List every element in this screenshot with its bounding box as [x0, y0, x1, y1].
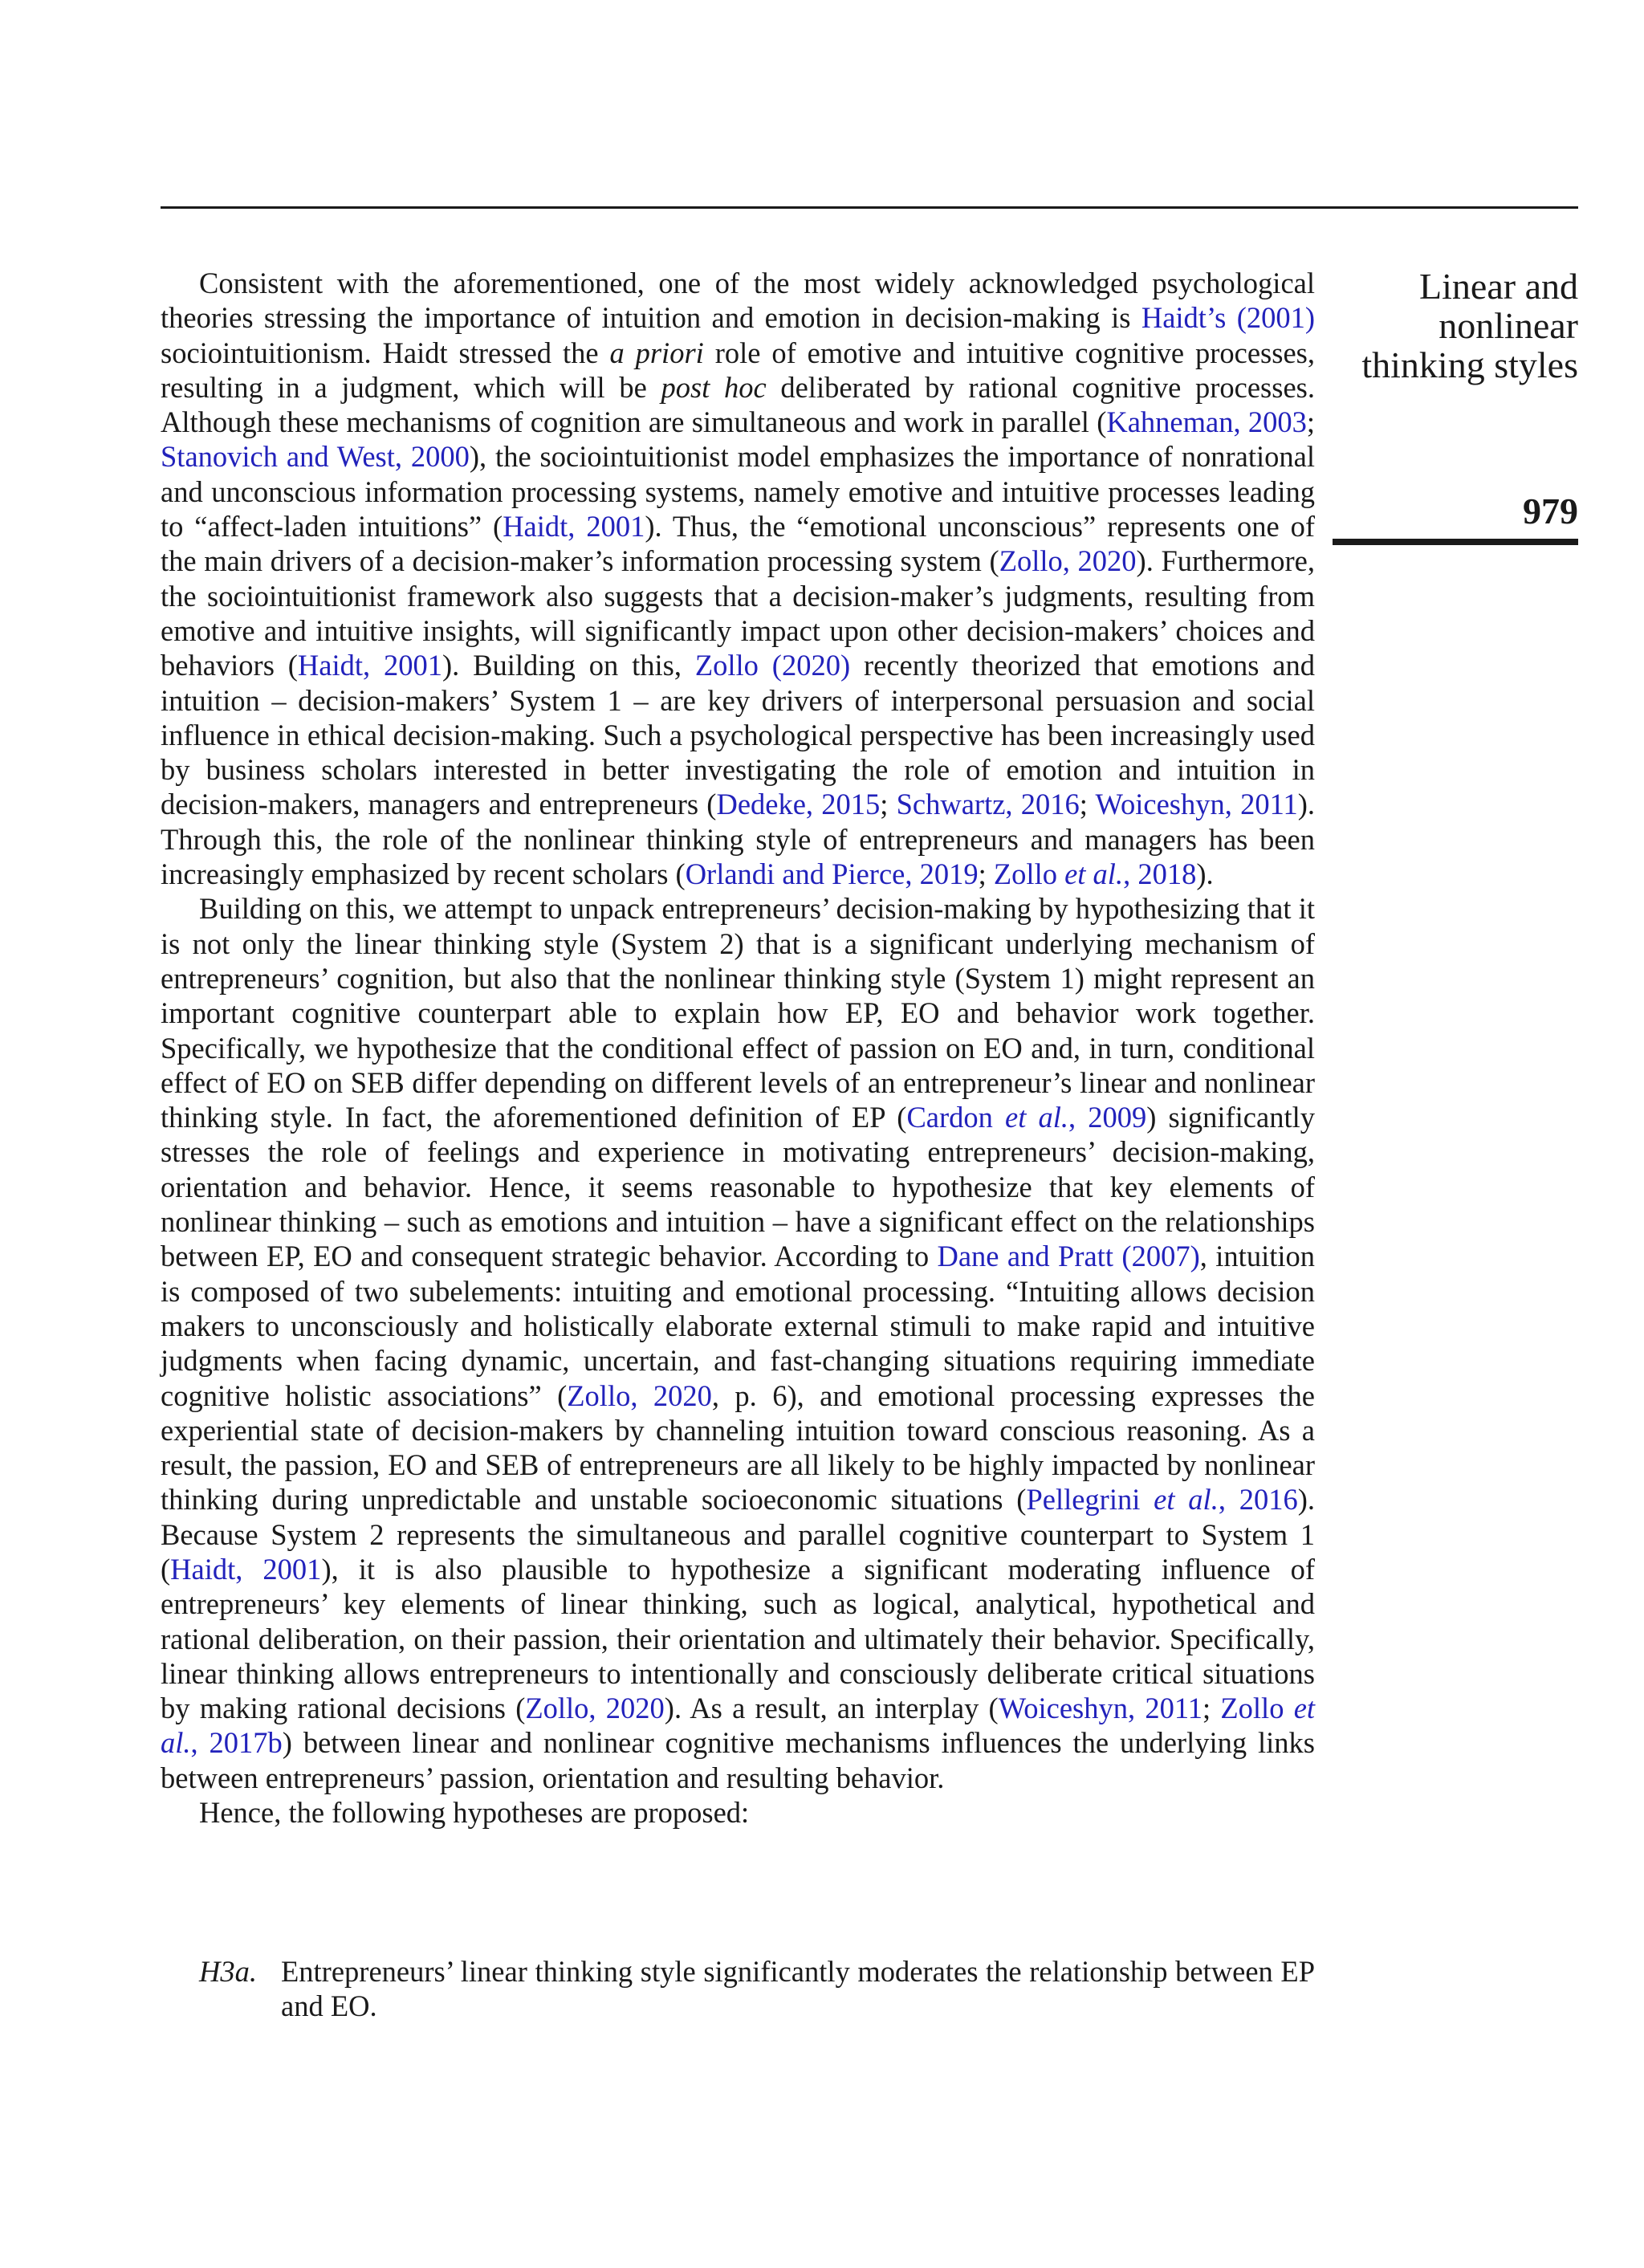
- emphasis: post hoc: [661, 370, 767, 404]
- text: Building on this, we attempt to unpack entrepreneurs’ decision-making by hypothesizing that it is not only the linear thinking style (System 2) that is a significant underlying mechanism of entrepreneurs’ cognition, but also that the nonlinear thinking style (System 1) might represent an important cognitive counterpart able to explain how EP, EO and behavior work together. Specifically, we hypothesize that the conditional effect of passion on EO and, in turn, conditional effect of EO on SEB differ depending on different levels of an entrepreneur’s linear and nonlinear thinking style. In fact, the aforementioned definition of EP (: [161, 892, 1315, 1134]
- citation-year: , 2018: [1123, 857, 1197, 891]
- citation-link[interactable]: Woiceshyn, 2011: [998, 1692, 1202, 1725]
- text: ). As a result, an interplay (: [664, 1692, 999, 1725]
- running-title: [1316, 267, 1578, 385]
- page-number: 979: [1523, 491, 1578, 531]
- emphasis: a priori: [609, 336, 704, 369]
- page-number-rule: [1333, 539, 1578, 545]
- citation-year: , 2016: [1218, 1483, 1298, 1517]
- citation-link[interactable]: Haidt’s (2001): [1141, 301, 1315, 335]
- text: ). Thus, the “emotional unconscious” represents one of the main drivers of a decision-maker’s information processing system (: [161, 510, 1315, 578]
- text: ). Because System 2 represents the simultaneous and parallel cognitive counterpart to System 1 (: [161, 1483, 1316, 1586]
- citation-link[interactable]: Zollo, 2020: [999, 544, 1137, 578]
- citation-author: Cardon: [906, 1101, 1006, 1134]
- body-text: [161, 266, 1315, 1830]
- citation-link[interactable]: Schwartz, 2016: [896, 788, 1080, 821]
- header-rule: [161, 206, 1578, 209]
- citation-link[interactable]: Zollo, 2020: [525, 1692, 665, 1725]
- citation-link[interactable]: Zollo, 2020: [567, 1378, 712, 1412]
- hypothesis-h3a: [161, 1954, 1315, 2024]
- running-title-line-3: thinking styles: [1361, 344, 1578, 385]
- citation-link[interactable]: Dane and Pratt (2007): [937, 1240, 1200, 1273]
- hypothesis-text: Entrepreneurs’ linear thinking style significantly moderates the relationship between EP and EO.: [281, 1955, 1315, 2023]
- citation-etal: et al.: [1064, 857, 1124, 891]
- text: role of emotive and intuitive cognitive processes, resulting in a judgment, which will be: [161, 336, 1315, 404]
- text: ;: [978, 857, 994, 891]
- citation-link[interactable]: Haidt, 2001: [170, 1552, 322, 1586]
- text: ;: [1079, 788, 1096, 821]
- citation-link[interactable]: [906, 1101, 1146, 1134]
- citation-author: Zollo: [993, 857, 1065, 891]
- citation-link[interactable]: Orlandi and Pierce, 2019: [685, 857, 979, 891]
- citation-link[interactable]: [994, 857, 1196, 890]
- text: ) between linear and nonlinear cognitive mechanisms influences the underlying links between entrepreneurs’ passion, orientation and resulting behavior.: [161, 1726, 1315, 1794]
- text: ).: [1196, 857, 1214, 891]
- text: Consistent with the aforementioned, one of the most widely acknowledged psychological theories stressing the importance of intuition and emotion in decision-making is: [161, 267, 1315, 335]
- text: ) significantly stresses the role of feelings and experience in motivating entrepreneurs’ decision-making, orientation and behavior. Hence, it seems reasonable to hypothesize that key elements of nonlinear thinking – such as emotions and intuition – have a significant effect on the relationships between EP, EO and consequent strategic behavior. According to: [161, 1101, 1315, 1273]
- text: recently theorized that emotions and intuition – decision-makers’ System 1 – are key drivers of interpersonal persuasion and social influence in ethical decision-making. Such a psychological perspective has been increasingly used by business scholars interested in better investigating the role of emotion and intuition in decision-makers, managers and entrepreneurs (: [161, 649, 1315, 821]
- citation-link[interactable]: Haidt, 2001: [503, 510, 645, 544]
- hypothesis-label: H3a.: [199, 1955, 257, 1988]
- text: sociointuitionism. Haidt stressed the: [161, 336, 610, 369]
- text: ;: [1306, 405, 1315, 439]
- paragraph-3: Hence, the following hypotheses are proposed:: [199, 1796, 750, 1830]
- citation-link[interactable]: Woiceshyn, 2011: [1095, 788, 1298, 821]
- text: ). Furthermore, the sociointuitionist framework also suggests that a decision-maker’s judgments, resulting from emotive and intuitive insights, will significantly impact upon other decision-makers’ choices and behaviors (: [161, 544, 1316, 682]
- citation-etal: et al.: [1154, 1483, 1219, 1517]
- text: ;: [880, 788, 897, 821]
- text: ;: [1202, 1692, 1221, 1725]
- text: deliberated by rational cognitive processes. Although these mechanisms of cognition are simultaneous and work in parallel (: [161, 370, 1315, 439]
- text: , p. 6), and emotional processing expresses the experiential state of decision-makers by channeling intuition toward conscious reasoning. As a result, the passion, EO and SEB of entrepreneurs are all likely to be highly impacted by nonlinear thinking during unpredictable and unstable socioeconomic situations (: [161, 1378, 1316, 1517]
- citation-link[interactable]: Stanovich and West, 2000: [161, 440, 470, 474]
- citation-link[interactable]: Zollo (2020): [694, 649, 851, 682]
- citation-link[interactable]: Dedeke, 2015: [716, 788, 881, 821]
- running-title-line-2: nonlinear: [1438, 305, 1578, 346]
- running-title-line-1: Linear and: [1419, 266, 1578, 307]
- text: ), it is also plausible to hypothesize a significant moderating influence of entrepreneurs’ key elements of linear thinking, such as logical, analytical, hypothetical and rational deliberation, on their passion, their orientation and ultimately their behavior. Specifically, linear thinking allows entrepreneurs to intentionally and consciously deliberate critical situations by making rational decisions (: [161, 1552, 1315, 1725]
- citation-etal: et al.: [1005, 1101, 1068, 1134]
- text: ), the sociointuitionist model emphasizes the importance of nonrational and unconscious information processing systems, namely emotive and intuitive processes leading to “affect-laden intuitions” (: [161, 440, 1315, 544]
- citation-link[interactable]: [1026, 1483, 1297, 1516]
- citation-year: , 2017b: [190, 1726, 283, 1760]
- citation-link[interactable]: Haidt, 2001: [297, 649, 442, 682]
- citation-author: Zollo: [1220, 1692, 1294, 1725]
- text: ). Through this, the role of the nonlinear thinking style of entrepreneurs and managers has been increasingly emphasized by recent scholars (: [161, 788, 1316, 891]
- paragraph-2: [161, 891, 1315, 1795]
- citation-year: , 2009: [1068, 1101, 1147, 1134]
- citation-link[interactable]: Kahneman, 2003: [1106, 405, 1307, 439]
- citation-author: Pellegrini: [1026, 1483, 1154, 1517]
- text: ). Building on this,: [442, 649, 695, 682]
- text: , intuition is composed of two subelements: intuiting and emotional processing. “Intuiting allows decision makers to unconsciously and holistically elaborate external stimuli to make rapid and intuitive judgments when facing dynamic, uncertain, and fast-changing situations requiring immediate cognitive holistic associations” (: [161, 1240, 1315, 1412]
- citation-etal: et al.: [161, 1692, 1316, 1760]
- paragraph-1: [161, 266, 1315, 891]
